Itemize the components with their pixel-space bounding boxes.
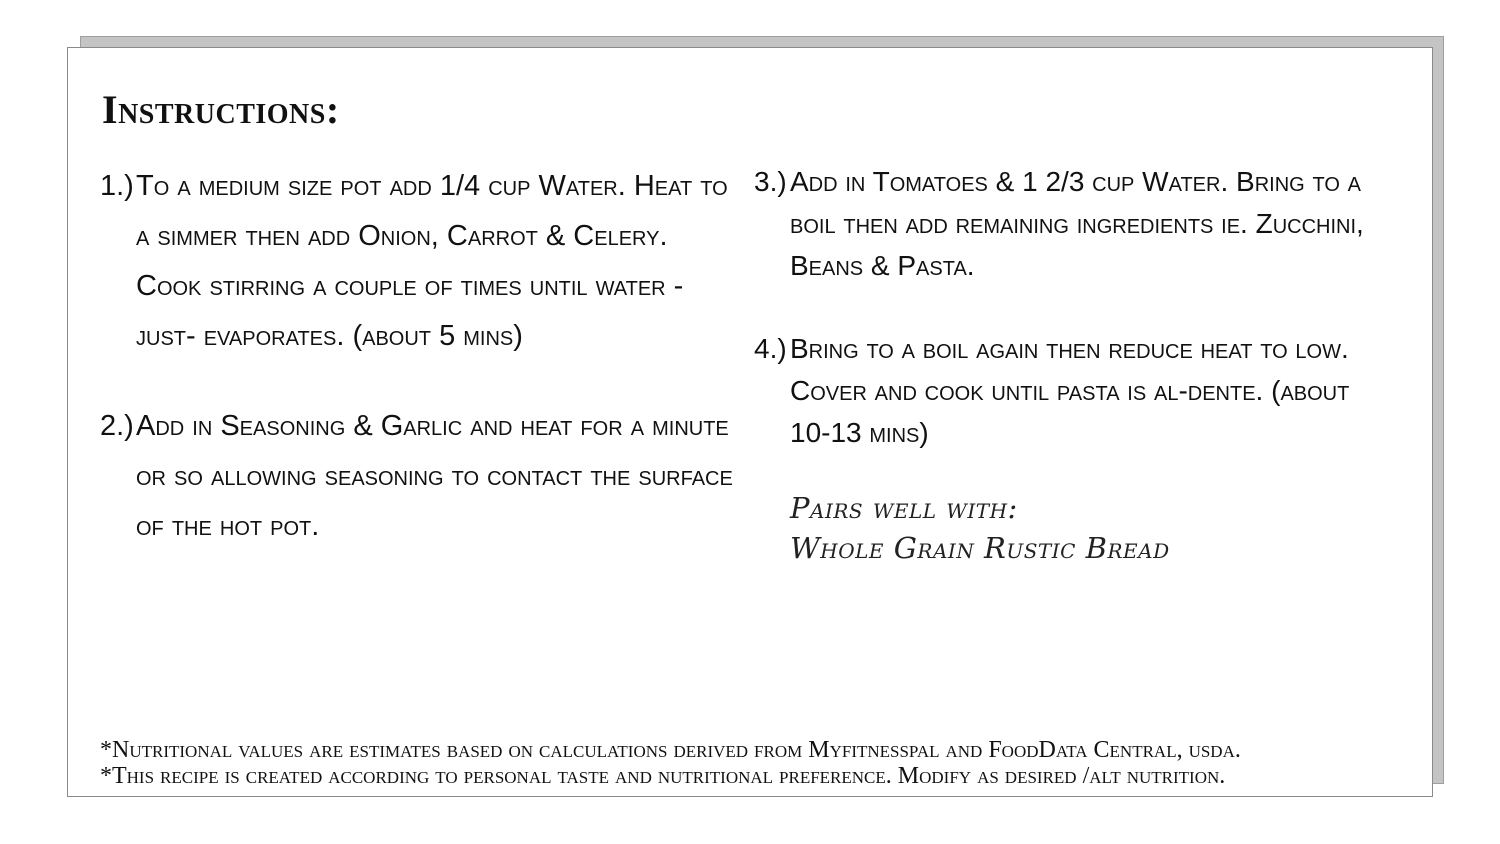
step-number: 2.) [100, 410, 134, 442]
recipe-instructions-card [67, 47, 1433, 797]
instruction-step-4 [754, 328, 1394, 454]
footnote-preference: *This recipe is created according to personal taste and nutritional preference. Modify as desired /alt nutrition. [100, 763, 1226, 789]
step-text: Bring to a boil again then reduce heat to low. Cover and cook until pasta is al-dente. (about 10-13 mins) [790, 333, 1350, 448]
pairing-item: Whole Grain Rustic Bread [790, 531, 1170, 565]
footnotes [100, 737, 1241, 789]
step-text: To a medium size pot add 1/4 cup Water. Heat to a simmer then add Onion, Carrot & Celery. Cook stirring a couple of times until water -just- evaporates. (about 5 mins) [136, 170, 728, 352]
step-number: 4.) [754, 333, 787, 364]
instruction-step-1 [100, 161, 740, 361]
pairing-label: Pairs well with: [790, 491, 1018, 525]
step-number: 3.) [754, 166, 787, 197]
pairing-note [790, 488, 1170, 568]
instructions-right-column [754, 161, 1394, 454]
step-text: Add in Seasoning & Garlic and heat for a minute or so allowing seasoning to contact the surface of the hot pot. [136, 410, 733, 542]
instructions-heading: Instructions: [102, 87, 340, 132]
instructions-left-column [100, 161, 740, 551]
step-text: Add in Tomatoes & 1 2/3 cup Water. Bring to a boil then add remaining ingredients ie. Zucchini, Beans & Pasta. [790, 166, 1364, 281]
instruction-step-3 [754, 161, 1394, 287]
step-number: 1.) [100, 170, 134, 202]
instruction-step-2 [100, 401, 740, 551]
footnote-nutrition: *Nutritional values are estimates based on calculations derived from Myfitnesspal and FoodData Central, usda. [100, 737, 1241, 763]
